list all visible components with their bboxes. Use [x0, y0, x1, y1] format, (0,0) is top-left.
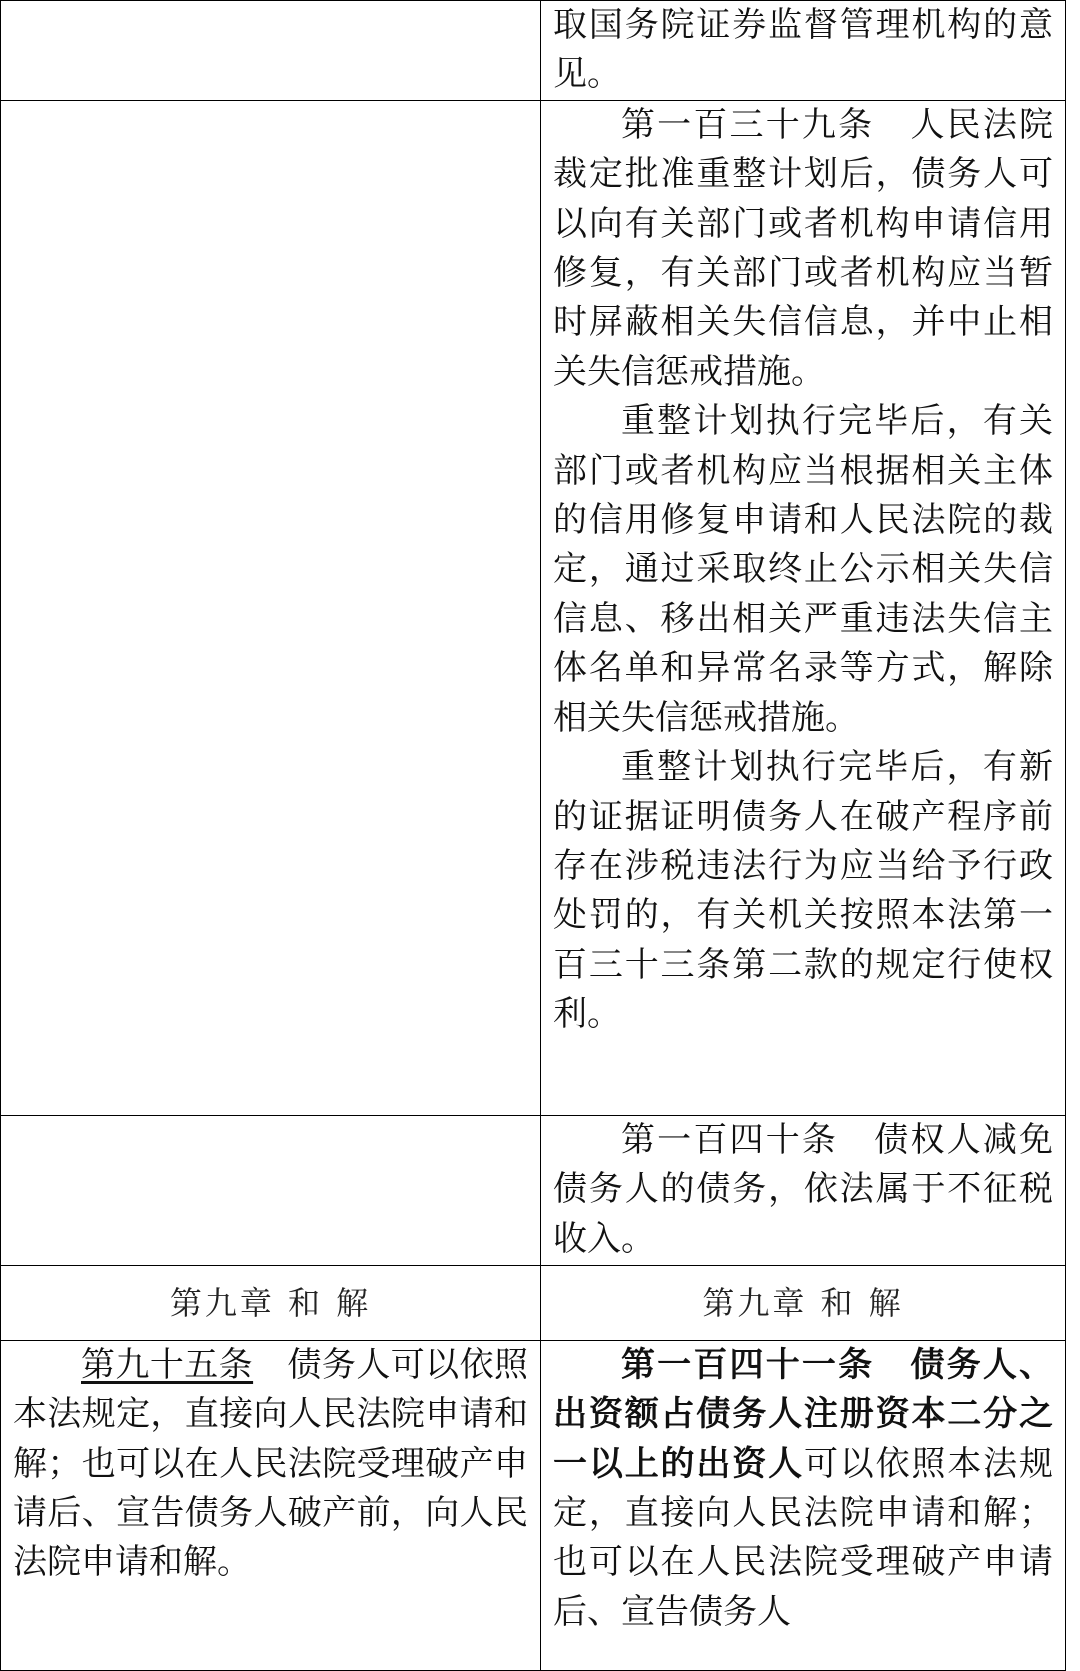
table-row: [1, 1340, 1066, 1670]
table-row: [1, 1265, 1066, 1340]
article-text: 债务人可以依照本法规定，直接向人民法院申请和解；也可以在人民法院受理破产申请后、宣告债务人破产前，向人民法院申请和解。: [13, 1344, 529, 1583]
old-text-cell: [1, 100, 541, 1115]
paragraph: 重整计划执行完毕后，有新的证据证明债务人在破产程序前存在涉税违法行为应当给予行政处罚的，有关机关按照本法第一百三十三条第二款的规定行使权利。: [553, 747, 1053, 1035]
table-row: [1, 1115, 1066, 1265]
article-number: 第一百三十九条: [621, 104, 875, 145]
article-number: 第一百四十一条: [621, 1344, 875, 1385]
article-text: 债权人减免债务人的债务，依法属于不征税收入。: [553, 1119, 1054, 1259]
new-text-cell: [541, 1, 1066, 101]
amended-text: 债务人、出资额占债务人注册资本二分之一以上的出资人: [553, 1344, 1054, 1484]
old-text-cell: [1, 1340, 541, 1670]
new-text-cell: [541, 100, 1066, 1115]
article-number: 第九十五条: [81, 1344, 254, 1385]
new-text-cell: [541, 1115, 1066, 1265]
paragraph: 重整计划执行完毕后，有关部门或者机构应当根据相关主体的信用修复申请和人民法院的裁定，通过采取终止公示相关失信信息、移出相关严重违法失信主体名单和异常名录等方式，解除相关失信惩戒措施。: [553, 401, 1053, 738]
article-number: 第一百四十条: [621, 1119, 839, 1160]
new-chapter-cell: [541, 1265, 1066, 1340]
article-text: 人民法院裁定批准重整计划后，债务人可以向有关部门或者机构申请信用修复，有关部门或者机构应当暂时屏蔽相关失信信息，并中止相关失信惩戒措施。: [553, 104, 1054, 392]
article-text: 可以依照本法规定，直接向人民法院申请和解；也可以在人民法院受理破产申请后、宣告债务人: [553, 1443, 1054, 1632]
article-paragraph: [553, 1341, 1053, 1637]
chapter-heading: 第九章 和 解: [702, 1283, 904, 1322]
chapter-heading: 第九章 和 解: [169, 1283, 372, 1322]
article-paragraph: [553, 1116, 1053, 1264]
new-text-cell: [541, 1340, 1066, 1670]
article-paragraph: [13, 1341, 528, 1588]
table-row: [1, 100, 1066, 1115]
paragraph: 取国务院证券监督管理机构的意见。: [553, 5, 1053, 95]
article-paragraph: [553, 101, 1053, 397]
old-text-cell: [1, 1, 541, 101]
old-text-cell: [1, 1115, 541, 1265]
old-chapter-cell: [1, 1265, 541, 1340]
table-row: [1, 1, 1066, 101]
